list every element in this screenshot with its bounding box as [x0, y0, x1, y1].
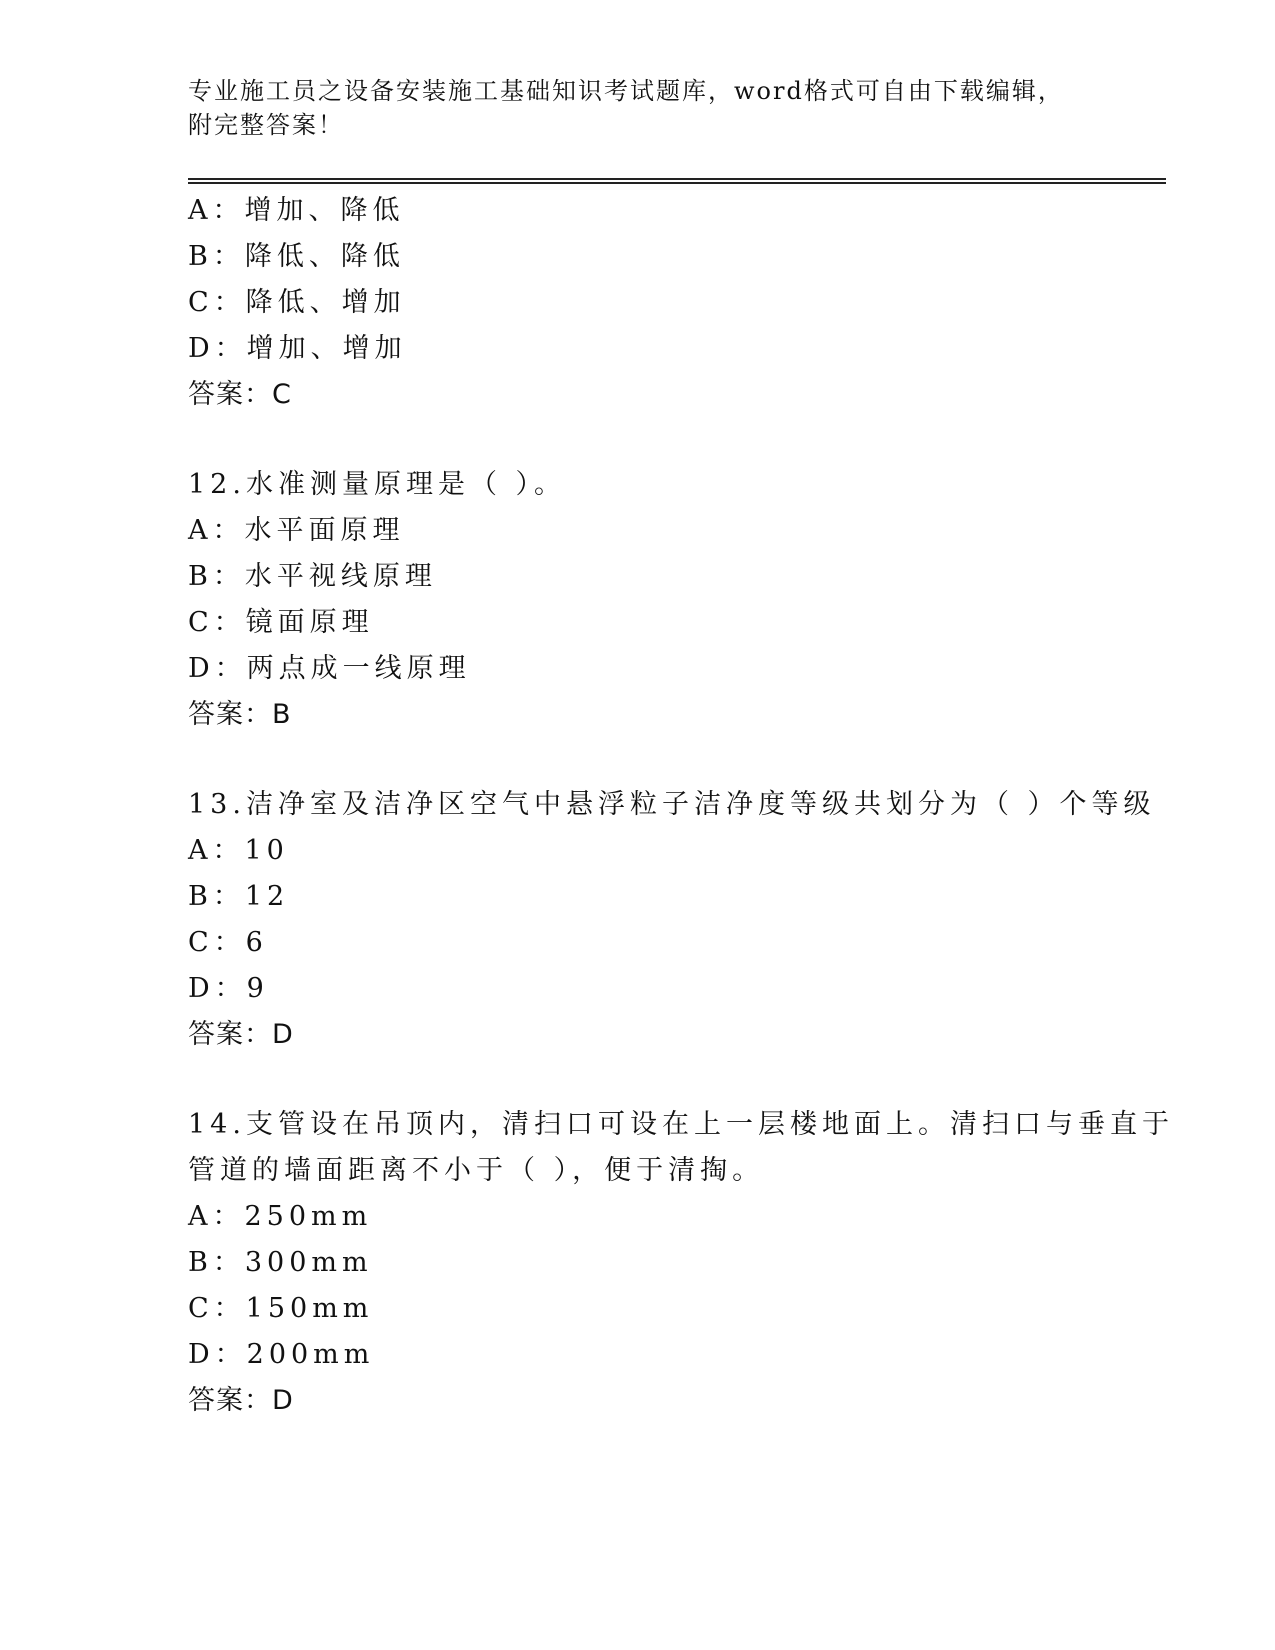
option-c: C：镜面原理: [188, 607, 374, 638]
spacer: [188, 418, 1088, 462]
header-divider: [188, 178, 1166, 184]
option-c: C：降低、增加: [188, 287, 406, 318]
option-d: D：两点成一线原理: [188, 653, 471, 684]
question-text-line-2: 管道的墙面距离不小于（ ），便于清掏。: [188, 1155, 765, 1186]
option-b: B：300mm: [188, 1247, 373, 1278]
question-list: [188, 188, 1174, 1424]
option-a: A：增加、降低: [188, 195, 405, 226]
document-header: 专业施工员之设备安装施工基础知识考试题库，word格式可自由下载编辑，附完整答案！: [188, 77, 1064, 139]
answer: 答案：D: [188, 1019, 294, 1050]
question-13: [188, 782, 1156, 1058]
answer: 答案：B: [188, 699, 292, 730]
option-d: D：增加、增加: [188, 333, 407, 364]
question-text: 13.洁净室及洁净区空气中悬浮粒子洁净度等级共划分为（ ）个等级: [188, 789, 1156, 820]
spacer: [188, 738, 1088, 782]
answer: 答案：D: [188, 1385, 294, 1416]
answer: 答案：C: [188, 379, 292, 410]
option-d: D：9: [188, 973, 269, 1004]
option-c: C：6: [188, 927, 268, 958]
option-b: B：12: [188, 881, 290, 912]
option-a: A：水平面原理: [188, 515, 405, 546]
question-14: [188, 1102, 1174, 1424]
option-d: D：200mm: [188, 1339, 375, 1370]
question-11: [188, 188, 1088, 418]
option-a: A：10: [188, 835, 289, 866]
option-c: C：150mm: [188, 1293, 374, 1324]
option-a: A：250mm: [188, 1201, 373, 1232]
spacer: [188, 1058, 1088, 1102]
option-b: B：水平视线原理: [188, 561, 437, 592]
question-12: [188, 462, 1088, 738]
question-text-line-1: 14.支管设在吊顶内，清扫口可设在上一层楼地面上。清扫口与垂直于: [188, 1109, 1174, 1140]
question-text: 12.水准测量原理是（ ）。: [188, 469, 567, 500]
option-b: B：降低、降低: [188, 241, 405, 272]
